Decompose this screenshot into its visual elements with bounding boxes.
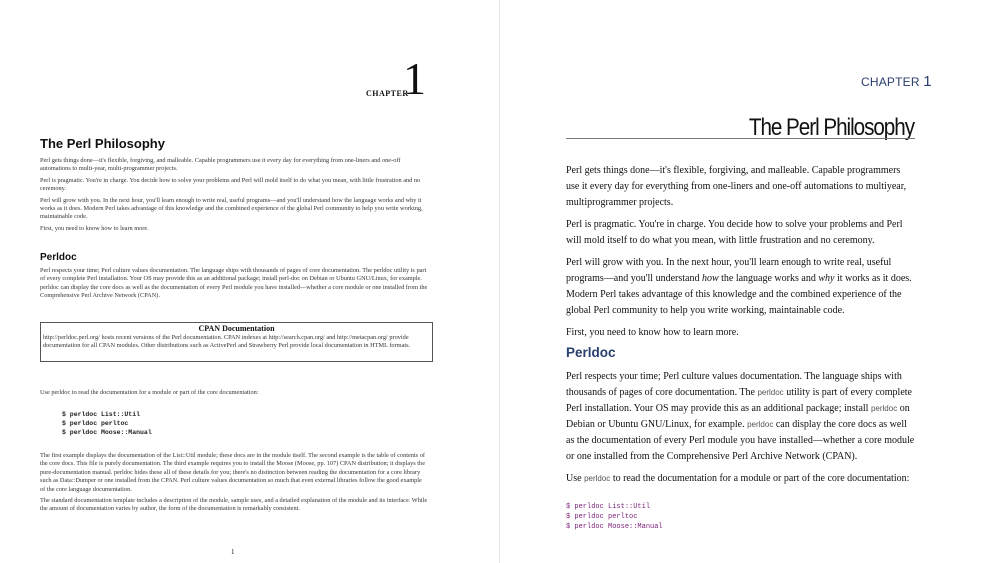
right-perldoc-text bbox=[566, 369, 915, 493]
box-title: CPAN Documentation bbox=[198, 324, 275, 333]
text-run: utility is part of every complete Perl installation. Your OS may provide this as an additional package; install bbox=[566, 387, 912, 414]
right-paragraph bbox=[566, 369, 915, 465]
left-code-block bbox=[62, 410, 152, 437]
page-gutter bbox=[469, 0, 531, 563]
right-section-heading: Perldoc bbox=[566, 345, 616, 360]
right-page bbox=[531, 0, 1000, 563]
right-chapter-number: 1 bbox=[923, 73, 932, 90]
inline-code: perldoc bbox=[584, 474, 611, 483]
inline-code: perldoc bbox=[757, 388, 784, 397]
left-usage-text bbox=[40, 389, 428, 400]
left-after-code-text bbox=[40, 452, 428, 517]
left-paragraph: Perl will grow with you. In the next hour, you'll learn enough to write real, useful programs—and you'll understand how the language works and why it works as it does. Modern Perl takes advantage of this knowledge and the combined experience of the global Perl community to help you write working, maintainable code. bbox=[40, 196, 423, 221]
text-run: Perl will grow with you. In the next hour, you'll learn enough to write real, useful programs—and you'll understand bbox=[566, 257, 892, 284]
text-run: the language works and bbox=[718, 273, 819, 284]
text-run: can display the core docs as well as the documentation of every Perl module you have installed—whether a core module or one installed from the Comprehensive Perl Archive Network (CPAN). bbox=[566, 419, 915, 462]
gutter-divider bbox=[499, 0, 500, 563]
code-line: $ perldoc List::Util bbox=[62, 411, 141, 418]
code-line bbox=[566, 512, 663, 522]
text-run: to read the documentation for a module or part of the core documentation: bbox=[610, 473, 910, 484]
right-paragraph: Perl is pragmatic. You're in charge. You decide how to solve your problems and Perl will mold itself to do what you mean, with little frustration and no ceremony. bbox=[566, 219, 903, 246]
text-run: Perl respects your time; Perl culture values documentation. The language ships with thousands of pages of core documentation. The bbox=[566, 371, 902, 398]
left-paragraph: Perl respects your time; Perl culture values documentation. The language ships with thousands of pages of core documentation. The perldoc utility is part of every complete Perl installation. Your OS may provide this as an additional package; install perl-doc on Debian or Ubuntu GNU/Linux, for example. perldoc can display the core docs as well as the documentation of every Perl module you have installed—whether a core module or one installed from the Comprehensive Perl Archive Network (CPAN). bbox=[40, 267, 428, 300]
left-intro-text bbox=[40, 157, 428, 236]
text-run: Use bbox=[566, 473, 585, 484]
right-chapter-title: The Perl Philosophy bbox=[748, 114, 914, 141]
shell-prompt: $ bbox=[566, 513, 571, 521]
emphasis: why bbox=[818, 273, 835, 284]
left-page bbox=[0, 0, 469, 563]
left-paragraph: Perl is pragmatic. You're in charge. You decide how to solve your problems and Perl will mold itself to do what you mean, with little frustration and no ceremony. bbox=[40, 176, 421, 193]
shell-prompt: $ bbox=[566, 503, 571, 511]
shell-command: perldoc Moose::Manual bbox=[574, 523, 663, 531]
text-run: it works as it does. Modern Perl takes advantage of this knowledge and the combined experience of the global Perl community to help you write working, maintainable code. bbox=[566, 273, 912, 316]
right-paragraph bbox=[566, 255, 915, 319]
code-line: $ perldoc perltoc bbox=[62, 420, 129, 427]
title-rule bbox=[566, 138, 915, 139]
right-chapter-label: CHAPTER bbox=[861, 75, 920, 89]
shell-command: perldoc List::Util bbox=[574, 503, 651, 511]
shell-prompt: $ bbox=[566, 523, 571, 531]
shell-command: perldoc perltoc bbox=[574, 513, 638, 521]
code-line bbox=[566, 522, 663, 532]
page-number: 1 bbox=[231, 548, 235, 556]
left-chapter-label: CHAPTER bbox=[366, 89, 409, 98]
left-chapter-number: 1 bbox=[403, 53, 426, 104]
left-paragraph: Perl gets things done—it's flexible, forgiving, and malleable. Capable programmers use it every day for everything from one-liners and one-off automations to multi-year, multi-programmer projects. bbox=[40, 157, 401, 173]
left-paragraph: The first example displays the documentation of the List::Util module; these docs are in the module itself. The second example is the table of contents of the core docs. This file is purely documentation. The third example requires you to install the Moose (Moose, pp. 107) CPAN distribution; it displays the pure-documentation manual. perldoc hides these all of these details for you; there's no distinction between reading the documentation for a core library such as Data::Dumper or one installed from the CPAN. Perl culture values documentation so much that even external libraries follow the good example of the core language documentation. bbox=[40, 452, 425, 493]
right-intro-text bbox=[566, 163, 915, 347]
left-perldoc-text bbox=[40, 267, 428, 304]
right-code-block bbox=[566, 502, 663, 532]
code-line bbox=[566, 502, 663, 512]
cpan-documentation-box bbox=[40, 322, 433, 362]
left-section-heading: Perldoc bbox=[40, 252, 77, 263]
left-paragraph: Use perldoc to read the documentation for a module or part of the core documentation: bbox=[40, 389, 259, 396]
inline-code: perldoc bbox=[747, 420, 774, 429]
code-line: $ perldoc Moose::Manual bbox=[62, 429, 152, 436]
text-run: on Debian or Ubuntu GNU/Linux, for example. bbox=[566, 403, 910, 430]
emphasis: how bbox=[701, 273, 719, 284]
box-text: http://perldoc.perl.org/ hosts recent versions of the Perl documentation. CPAN indexes at http://search.cpan.org/ and http://metacpan.org/ provide documentation for all CPAN modules. Other distributions such as ActivePerl and Strawberry Perl provide local documentation in HTML formats. bbox=[43, 334, 411, 349]
left-paragraph: The standard documentation template includes a description of the module, sample uses, and a detailed explanation of the module and its interface. While the amount of documentation varies by author, the form of the documentation is remarkably consistent. bbox=[40, 497, 428, 513]
right-paragraph: Perl gets things done—it's flexible, forgiving, and malleable. Capable programmers use it every day for everything from one-liners and one-off automations to multiyear, multiprogrammer projects. bbox=[566, 165, 907, 208]
inline-code: perldoc bbox=[870, 404, 898, 413]
left-chapter-title: The Perl Philosophy bbox=[40, 136, 165, 151]
right-paragraph bbox=[566, 471, 915, 487]
right-chapter-heading bbox=[861, 73, 932, 90]
left-paragraph: First, you need to know how to learn more. bbox=[40, 224, 149, 232]
right-paragraph: First, you need to know how to learn more. bbox=[566, 327, 739, 338]
